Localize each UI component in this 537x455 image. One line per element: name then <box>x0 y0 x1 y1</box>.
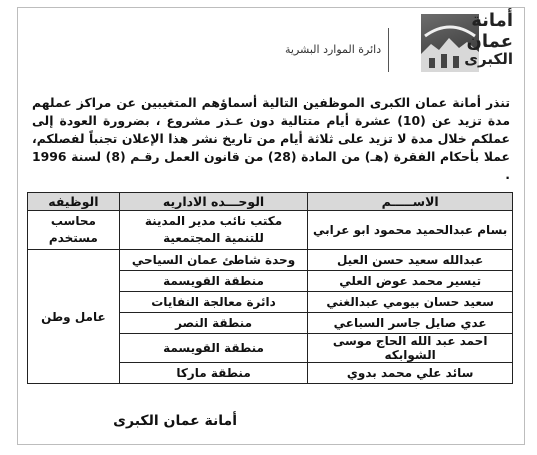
employee-name: تيسير محمد عوض العلي <box>308 271 513 292</box>
job-line: مستخدم <box>48 231 98 245</box>
employee-unit: منطقة ماركا <box>119 363 308 384</box>
shared-job-cell: عامل وطن <box>28 250 120 384</box>
table-row <box>28 250 513 271</box>
employee-unit: منطقة النصر <box>119 313 308 334</box>
logo-line2: عمان <box>466 31 513 52</box>
header-unit: الوحـــده الاداريه <box>119 193 308 211</box>
employee-unit: منطقة القويسمة <box>119 271 308 292</box>
employee-unit: وحدة شاطئ عمان السياحي <box>119 250 308 271</box>
employees-table <box>27 192 513 384</box>
unit-line: للتنمية المجتمعية <box>163 231 264 245</box>
employee-name: عدي صايل جاسر السباعي <box>308 313 513 334</box>
job-line: محاسب <box>50 214 96 228</box>
unit-line: مكتب نائب مدير المدينة <box>144 214 283 228</box>
signature: أمانة عمان الكبرى <box>113 413 237 429</box>
header-job: الوظيفه <box>28 193 120 211</box>
table-header-row <box>28 193 513 211</box>
logo-line1: أمانة <box>471 10 513 31</box>
employee-name: بسام عبدالحميد محمود ابو عرابي <box>308 211 513 250</box>
department-name: دائرة الموارد البشرية <box>285 43 382 56</box>
employee-name: احمد عبد الله الحاج موسى الشوابكه <box>308 334 513 363</box>
logo-line3: الكبرى <box>464 50 513 68</box>
employee-name: عبدالله سعيد حسن العيل <box>308 250 513 271</box>
notice-paragraph: تنذر أمانة عمان الكبرى الموظفين التالية أسماؤهم المتغيبين عن مراكز عملهم مدة تزيد عن (10) عشرة أيام متتالية دون عـذر مشروع ، بضرورة العودة إلى عملكم خلال مدة لا تزيد على ثلاثة أيام من تاريخ نشر هذا الإعلان تجنباً لفصلكم، عملا بأحكام الفقرة (هـ) من المادة (28) من قانون العمل رقـم (8) لسنة 1996 . <box>32 95 511 182</box>
employee-name: سعيد حسان بيومي عبدالغني <box>308 292 513 313</box>
table-row <box>28 211 513 250</box>
employee-unit: دائرة معالجة النفايات <box>119 292 308 313</box>
employee-job <box>28 211 120 250</box>
employee-unit: منطقة القويسمة <box>119 334 308 363</box>
logo-divider <box>388 28 389 72</box>
employee-unit <box>119 211 308 250</box>
employee-name: سائد علي محمد بدوي <box>308 363 513 384</box>
header-name: الاســـــم <box>308 193 513 211</box>
